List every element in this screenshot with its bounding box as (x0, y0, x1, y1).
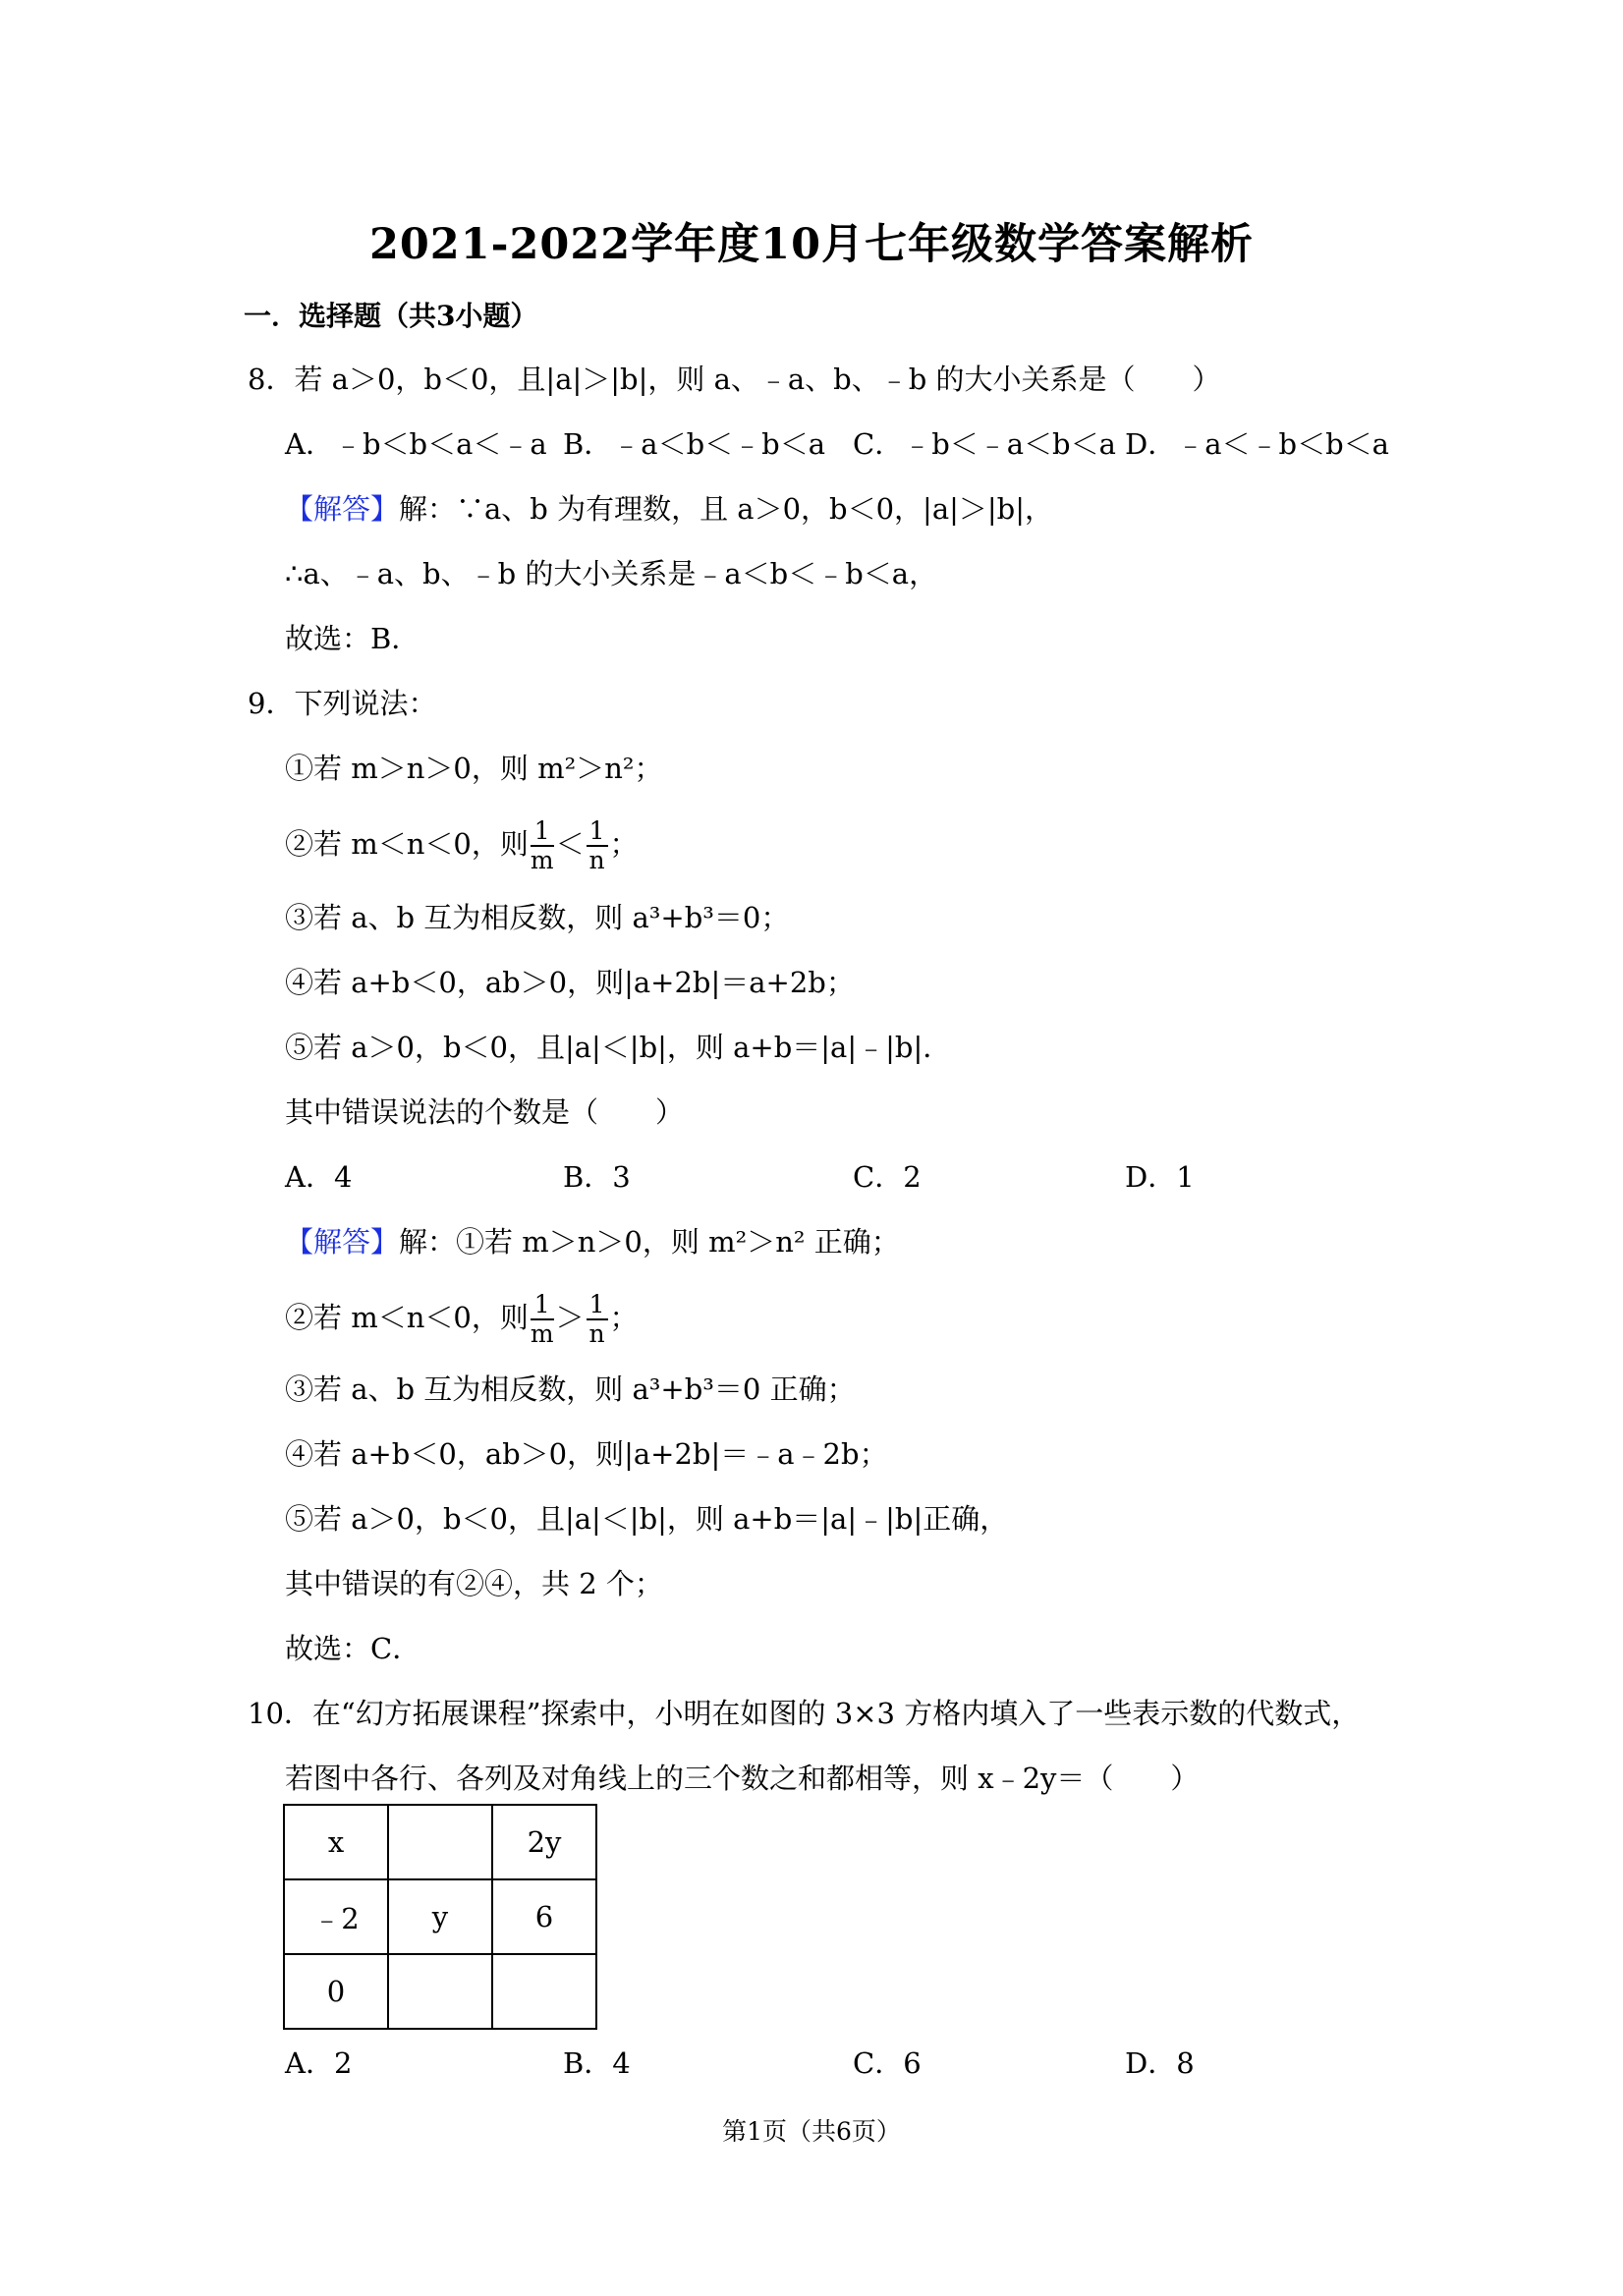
q10-option-b: B．4 (563, 2046, 631, 2080)
q9-answer-3: ③若 a、b 互为相反数，则 a³+b³＝0 正确； (285, 1372, 856, 1406)
document-title: 2021-2022学年度10月七年级数学答案解析 (368, 220, 1255, 269)
answer-tag: 【解答】 (285, 1225, 400, 1259)
q8-stem: 8．若 a＞0，b＜0，且|a|＞|b|，则 a、﹣a、b、﹣b 的大小关系是（ ） (248, 363, 1221, 396)
q8-answer-line-2: ∴a、﹣a、b、﹣b 的大小关系是﹣a＜b＜﹣b＜a， (285, 557, 938, 590)
grid-cell: 0 (284, 1954, 388, 2029)
grid-cell: 6 (492, 1879, 596, 1954)
q8-option-a: A．﹣b＜b＜a＜﹣a (285, 427, 547, 461)
q10-option-c: C．6 (853, 2046, 922, 2080)
section-heading: 一．选择题（共3小题） (244, 300, 538, 332)
q9-answer: 【解答】解：①若 m＞n＞0，则 m²＞n² 正确； (285, 1225, 900, 1259)
q9-stem: 9．下列说法： (248, 687, 437, 720)
q10-stem-1: 10．在“幻方拓展课程”探索中，小明在如图的 3×3 方格内填入了一些表示数的代数式， (248, 1697, 1361, 1730)
grid-cell (492, 1954, 596, 2029)
grid-cell (388, 1954, 492, 2029)
grid-cell: 2y (492, 1805, 596, 1879)
q9-option-a: A．4 (285, 1160, 353, 1194)
q9-answer-4: ④若 a+b＜0，ab＞0，则|a+2b|＝﹣a﹣2b； (285, 1437, 888, 1471)
q9-answer-5: ⑤若 a＞0，b＜0，且|a|＜|b|，则 a+b＝|a|﹣|b|正确， (285, 1502, 1009, 1536)
q9-statement-3: ③若 a、b 互为相反数，则 a³+b³＝0； (285, 901, 790, 934)
q10-stem-2: 若图中各行、各列及对角线上的三个数之和都相等，则 x﹣2y＝（ ） (285, 1762, 1200, 1795)
q9-option-d: D．1 (1125, 1160, 1195, 1194)
q9-answer-7: 故选：C． (285, 1632, 421, 1665)
grid-cell: ﹣2 (284, 1879, 388, 1954)
q9-statement-1: ①若 m＞n＞0，则 m²＞n²； (285, 752, 663, 785)
q8-option-b: B．﹣a＜b＜﹣b＜a (563, 427, 826, 461)
fraction-1-over-n: $\frac{1}{n}$ (587, 1291, 608, 1348)
q9-statement-4: ④若 a+b＜0，ab＞0，则|a+2b|＝a+2b； (285, 966, 855, 999)
q10-option-d: D．8 (1125, 2046, 1195, 2080)
magic-square-grid (283, 1804, 597, 2030)
q8-answer-line-3: 故选：B． (285, 622, 420, 655)
q8-option-c: C．﹣b＜﹣a＜b＜a (853, 427, 1116, 461)
q8-answer-line-1: 解：∵a、b 为有理数，且 a＞0，b＜0，|a|＞|b|， (399, 492, 1053, 526)
q8-answer (285, 489, 1053, 529)
page-footer: 第1页（共6页） (722, 2117, 901, 2146)
q8-option-d: D．﹣a＜﹣b＜b＜a (1125, 427, 1389, 461)
q9-answer-6: 其中错误的有②④，共 2 个； (285, 1567, 663, 1600)
grid-cell: x (284, 1805, 388, 1879)
grid-cell: y (388, 1879, 492, 1954)
q9-option-c: C．2 (853, 1160, 922, 1194)
q9-statement-2: ②若 m＜n＜0，则 $\frac{1}{m}$ ＜ $\frac{1}{n}$ ； (285, 816, 639, 874)
answer-tag: 【解答】 (285, 492, 400, 526)
q10-option-a: A．2 (285, 2046, 353, 2080)
fraction-1-over-m: $\frac{1}{m}$ (530, 1290, 554, 1348)
fraction-1-over-m: $\frac{1}{m}$ (530, 816, 554, 874)
fraction-1-over-n: $\frac{1}{n}$ (587, 817, 608, 874)
q9-answer-2: ②若 m＜n＜0，则 $\frac{1}{m}$ ＞ $\frac{1}{n}$ ； (285, 1290, 639, 1348)
q9-statement-5: ⑤若 a＞0，b＜0，且|a|＜|b|，则 a+b＝|a|﹣|b|． (285, 1031, 952, 1064)
q9-option-b: B．3 (563, 1160, 631, 1194)
grid-cell (388, 1805, 492, 1879)
q9-question: 其中错误说法的个数是（ ） (285, 1095, 685, 1129)
